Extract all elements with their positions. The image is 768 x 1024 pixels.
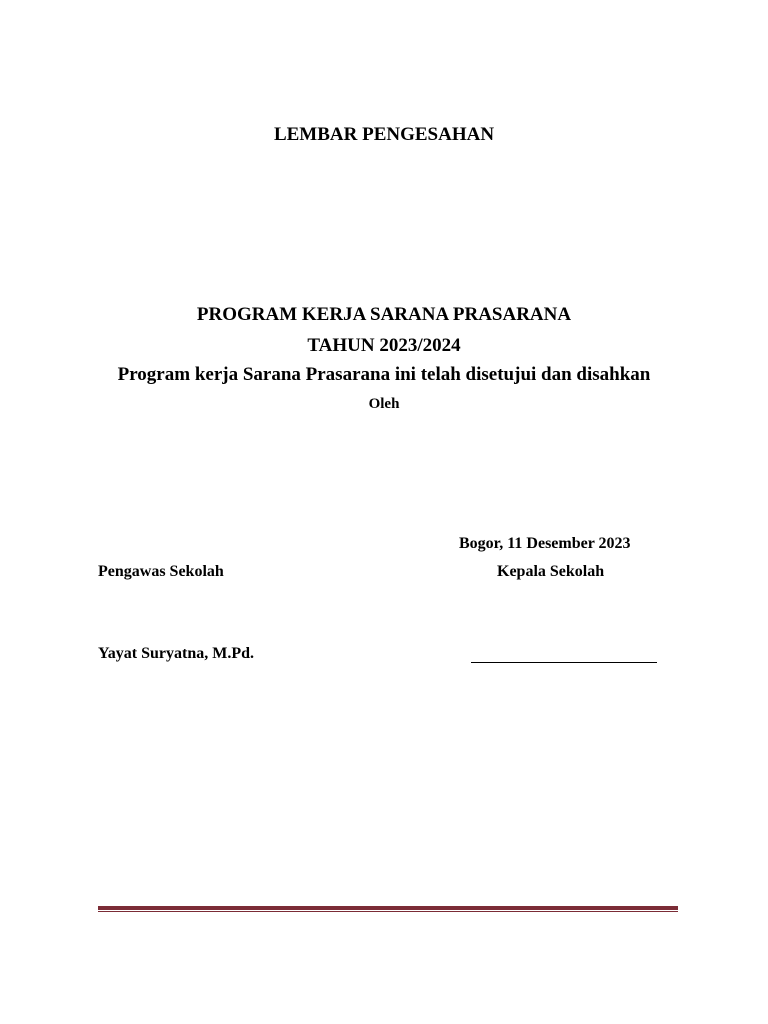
place-date: Bogor, 11 Desember 2023	[459, 535, 631, 552]
supervisor-role: Pengawas Sekolah	[98, 563, 224, 580]
principal-signature-line	[471, 662, 657, 663]
footer-rule-thin	[98, 911, 678, 912]
program-title: PROGRAM KERJA SARANA PRASARANA	[196, 304, 572, 325]
supervisor-name: Yayat Suryatna, M.Pd.	[98, 645, 255, 662]
principal-role: Kepala Sekolah	[497, 563, 605, 580]
document-title: LEMBAR PENGESAHAN	[273, 124, 495, 145]
footer-rule-thick	[98, 906, 678, 910]
approval-sentence: Program kerja Sarana Prasarana ini telah disetujui dan disahkan	[117, 364, 651, 385]
approval-by-label: Oleh	[368, 396, 400, 412]
footer-double-rule	[98, 906, 678, 913]
program-year: TAHUN 2023/2024	[307, 335, 461, 356]
